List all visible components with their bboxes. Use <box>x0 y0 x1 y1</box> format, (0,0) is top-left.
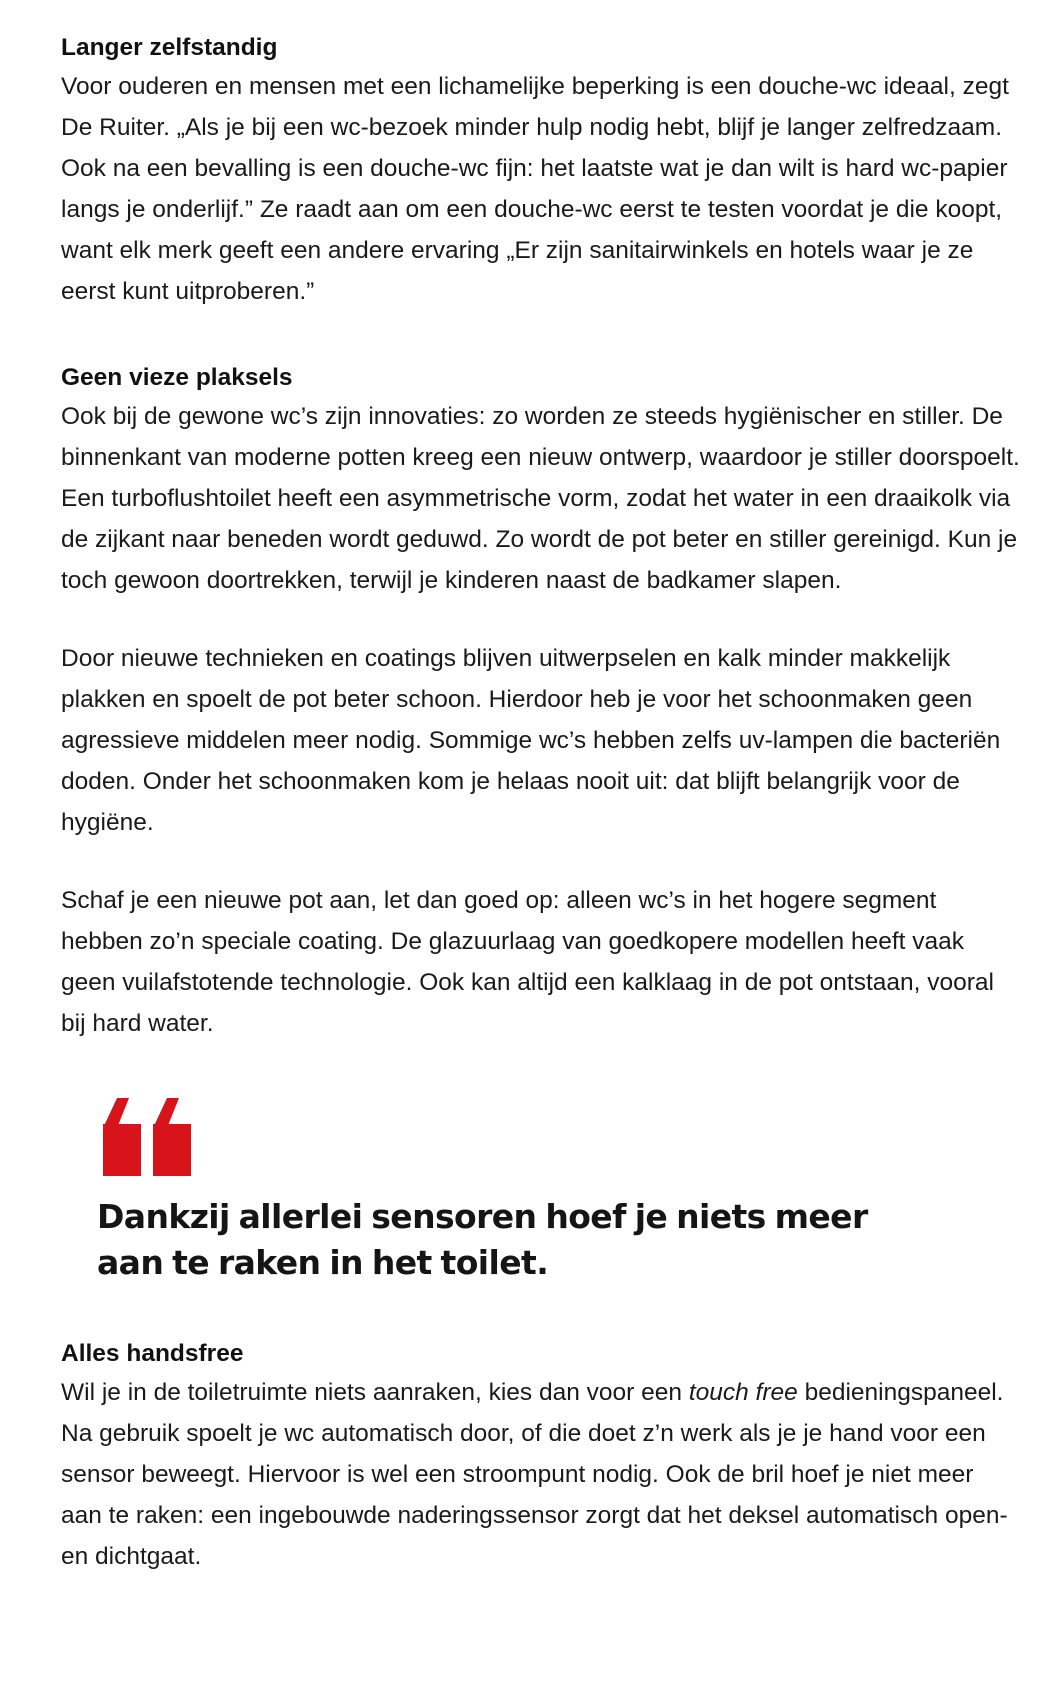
quote-mark-glyph-right <box>153 1098 191 1176</box>
paragraph <box>61 1372 1021 1577</box>
article-body <box>61 30 1021 1577</box>
pull-quote <box>97 1098 917 1286</box>
paragraph-spacer <box>61 601 1021 638</box>
section-heading-alles-handsfree: Alles handsfree <box>61 1340 244 1367</box>
quote-mark-icon <box>97 1098 197 1176</box>
paragraph: Door nieuwe technieken en coatings blijven uitwerpselen en kalk minder makkelijk plakken en spoelt de pot beter schoon. Hierdoor heb je voor het schoonmaken geen agressieve middelen meer nodig. Sommige wc’s hebben zelfs uv-lampen die bacteriën doden. Onder het schoonmaken kom je helaas nooit uit: dat blijft belangrijk voor de hygiëne. <box>61 645 1001 836</box>
section-spacer <box>61 312 1021 360</box>
paragraph-italic-term: touch free <box>688 1379 798 1406</box>
section-heading-langer-zelfstandig: Langer zelfstandig <box>61 34 278 61</box>
paragraph: Schaf je een nieuwe pot aan, let dan goed op: alleen wc’s in het hogere segment hebben zo’n speciale coating. De glazuurlaag van goedkopere modellen heeft vaak geen vuilafstotende technologie. Ook kan altijd een kalklaag in de pot ontstaan, vooral bij hard water. <box>61 887 994 1037</box>
pull-quote-text: Dankzij allerlei sensoren hoef je niets meer aan te raken in het toilet. <box>97 1197 868 1282</box>
paragraph-text: Wil je in de toiletruimte niets aanraken, kies dan voor een <box>61 1379 689 1406</box>
quote-mark-glyph-left <box>103 1098 141 1176</box>
section-heading-geen-vieze-plaksels: Geen vieze plaksels <box>61 364 293 391</box>
paragraph: Voor ouderen en mensen met een lichamelijke beperking is een douche-wc ideaal, zegt De Ruiter. „Als je bij een wc-bezoek minder hulp nodig hebt, blijf je langer zelfredzaam. Ook na een bevalling is een douche-wc fijn: het laatste wat je dan wilt is hard wc-papier langs je onderlijf.” Ze raadt aan om een douche-wc eerst te testen voordat je die koopt, want elk merk geeft een andere ervaring „Er zijn sanitairwinkels en hotels waar je ze eerst kunt uitproberen.” <box>61 73 1009 305</box>
paragraph-text: bedieningspaneel. Na gebruik spoelt je wc automatisch door, of die doet z’n werk als je je hand voor een sensor beweegt. Hiervoor is wel een stroompunt nodig. Ook de bril hoef je niet meer aan te raken: een ingebouwde naderingssensor zorgt dat het deksel automatisch open- en dichtgaat. <box>61 1379 1008 1570</box>
paragraph: Ook bij de gewone wc’s zijn innovaties: zo worden ze steeds hygiënischer en stiller. De binnenkant van moderne potten kreeg een nieuw ontwerp, waardoor je stiller doorspoelt. Een turboflushtoilet heeft een asymmetrische vorm, zodat het water in een draaikolk via de zijkant naar beneden wordt geduwd. Zo wordt de pot beter en stiller gereinigd. Kun je toch gewoon doortrekken, terwijl je kinderen naast de badkamer slapen. <box>61 403 1020 594</box>
paragraph-spacer <box>61 843 1021 880</box>
